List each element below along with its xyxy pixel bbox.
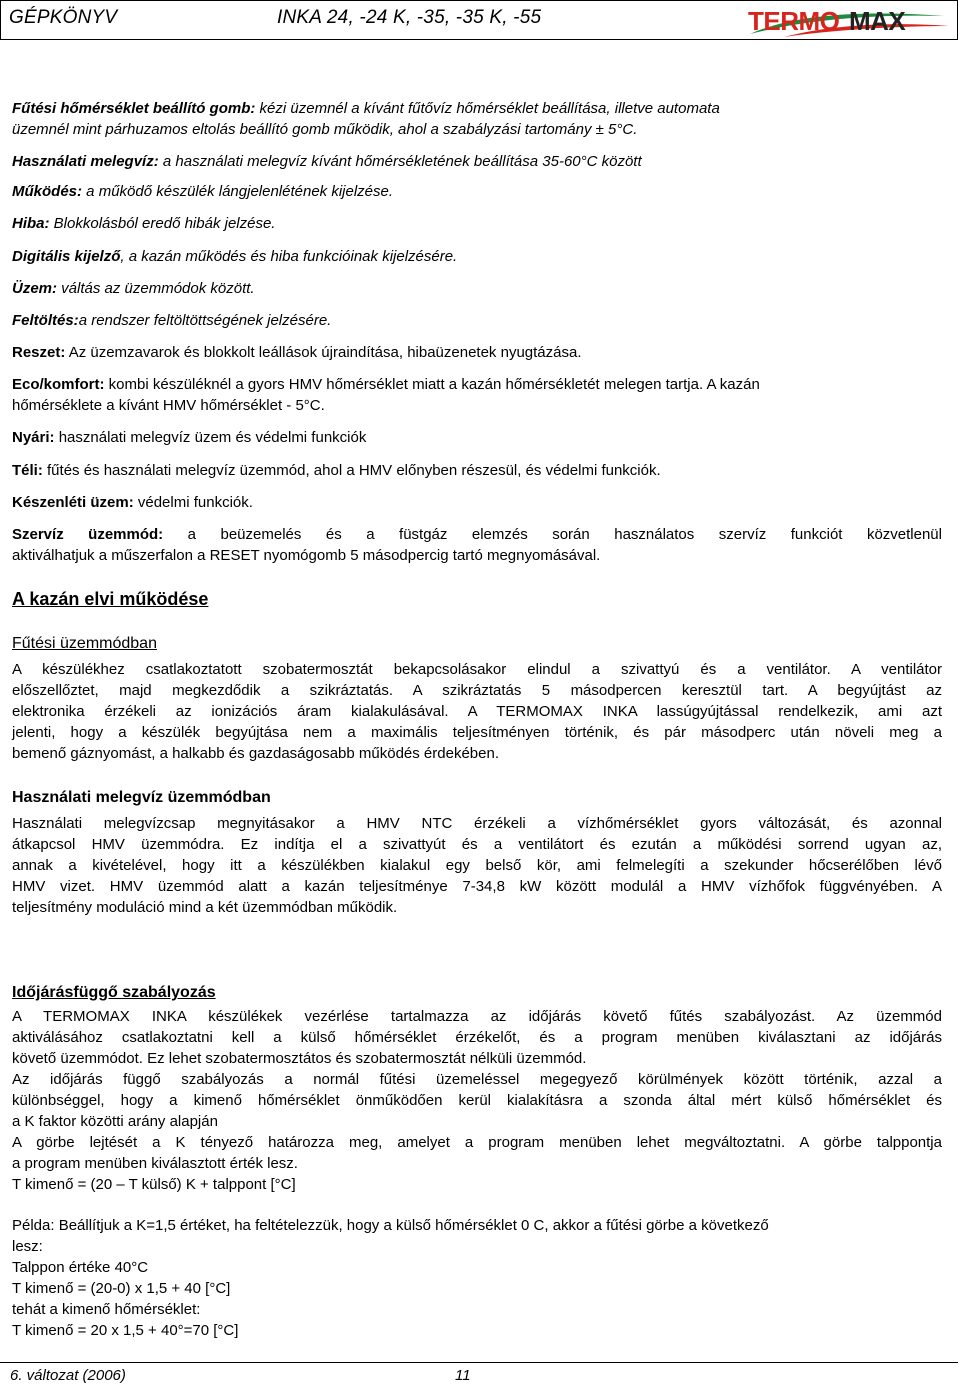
example-line: lesz: bbox=[12, 1238, 43, 1255]
svg-text:TERMO: TERMO bbox=[748, 6, 840, 36]
weather-line: a program menüben kiválasztott érték lesz. bbox=[12, 1155, 298, 1172]
weather-line: A görbe lejtését a K tényező határozza meg, amelyet a program menüben lehet megváltoztatni. A görbe talppontja bbox=[12, 1134, 942, 1151]
line-heating-knob-2: üzemnél mint párhuzamos eltolás beállító gomb működik, ahol a szabályzási tartomány ± 5°C. bbox=[12, 121, 638, 138]
line-mode: Üzem: váltás az üzemmódok között. bbox=[12, 280, 255, 297]
formula: T kimenő = (20 – T külső) K + talppont [°C] bbox=[12, 1176, 296, 1193]
weather-line: aktiválásához csatlakoztatni kell a külső hőmérséklet érzékelőt, és a program menüben kiválasztani az időjárás bbox=[12, 1029, 942, 1046]
line-error: Hiba: Blokkolásból eredő hibák jelzése. bbox=[12, 215, 276, 232]
line-heating-knob-1: Fűtési hőmérséklet beállító gomb: kézi üzemnél a kívánt fűtővíz hőmérséklet beállítása, illetve automata bbox=[12, 100, 720, 117]
svg-text:MAX: MAX bbox=[849, 6, 906, 36]
model-title: INKA 24, -24 K, -35, -35 K, -55 bbox=[277, 7, 542, 28]
termomax-logo bbox=[744, 4, 949, 38]
dhw-line: átkapcsol HMV üzemmódra. Ez indítja el a szivattyút és a ventilátort és ezután a működési sorrend ugyan az, bbox=[12, 836, 942, 853]
dhw-mode-title: Használati melegvíz üzemmódban bbox=[12, 789, 271, 806]
page-header bbox=[0, 0, 958, 40]
heating-mode-title: Fűtési üzemmódban bbox=[12, 635, 157, 652]
example-line: Példa: Beállítjuk a K=1,5 értéket, ha feltételezzük, hogy a külső hőmérséklet 0 C, akkor a fűtési görbe a következő bbox=[12, 1217, 769, 1234]
line-reset: Reszet: Az üzemzavarok és blokkolt leállások újraindítása, hibaüzenetek nyugtázása. bbox=[12, 344, 582, 361]
section-title: A kazán elvi működése bbox=[12, 589, 209, 609]
line-summer: Nyári: használati melegvíz üzem és védelmi funkciók bbox=[12, 429, 367, 446]
heating-line: bemenő gáznyomást, a halkabb és gazdaságosabb működés érdekében. bbox=[12, 745, 499, 762]
line-filling: Feltöltés:a rendszer feltöltöttségének jelzésére. bbox=[12, 312, 332, 329]
example-line: T kimenő = 20 x 1,5 + 40°=70 [°C] bbox=[12, 1322, 239, 1339]
weather-line: a K faktor közötti arány alapján bbox=[12, 1113, 218, 1130]
line-eco-1: Eco/komfort: kombi készüléknél a gyors HMV hőmérséklet miatt a kazán hőmérsékletét melegen tartja. A kazán bbox=[12, 376, 760, 393]
line-operation: Működés: a működő készülék lángjelenlétének kijelzése. bbox=[12, 183, 394, 200]
heating-line: A készülékhez csatlakoztatott szobatermosztát bekapcsolásakor elindul a szivattyú és a ventilátor. A ventilátor bbox=[12, 661, 942, 678]
dhw-line: HMV vizet. HMV üzemmód alatt a kazán teljesítménye 7-34,8 kW között modulál a HMV vízhőfok függvényében. A bbox=[12, 878, 942, 895]
line-standby: Készenléti üzem: védelmi funkciók. bbox=[12, 494, 253, 511]
example-line: T kimenő = (20-0) x 1,5 + 40 [°C] bbox=[12, 1280, 231, 1297]
weather-line: különbséggel, hogy a kimenő hőmérséklet önműködően kerül kialakításra a szonda által mért külső hőmérséklet és bbox=[12, 1092, 942, 1109]
dhw-line: annak a kivételével, hogy itt a készülékben kialakul egy belső kör, ami felmelegíti a szekunder hőcserélőben lévő bbox=[12, 857, 942, 874]
line-eco-2: hőmérséklete a kívánt HMV hőmérséklet - 5°C. bbox=[12, 397, 325, 414]
line-display: Digitális kijelző, a kazán működés és hiba funkcióinak kijelzésére. bbox=[12, 248, 458, 265]
weather-line: Az időjárás függő szabályozás a normál fűtési üzemeléssel megegyező körülmények között történik, azzal a bbox=[12, 1071, 942, 1088]
heating-line: elektronika érzékeli az ionizációs áram kialakulásával. A TERMOMAX INKA lassúgyújtással rendelkezik, ami azt bbox=[12, 703, 942, 720]
weather-line: követő üzemmódot. Ez lehet szobatermosztátos és szobatermosztát nélküli üzemmód. bbox=[12, 1050, 587, 1067]
weather-line: A TERMOMAX INKA készülékek vezérlése tartalmazza az időjárás követő fűtés szabályozást. Az üzemmód bbox=[12, 1008, 942, 1025]
heating-line: előszellőztet, majd megkezdődik a szikráztatás. A szikráztatás 5 másodpercen keresztül tart. A begyújtást az bbox=[12, 682, 942, 699]
dhw-line: Használati melegvízcsap megnyitásakor a HMV NTC érzékeli a vízhőmérséklet gyors változását, és azonnal bbox=[12, 815, 942, 832]
example-line: Talppon értéke 40°C bbox=[12, 1259, 149, 1276]
dhw-line: teljesítmény moduláció mind a két üzemmódban működik. bbox=[12, 899, 398, 916]
footer-divider bbox=[0, 1362, 958, 1363]
line-dhw-knob: Használati melegvíz: a használati melegvíz kívánt hőmérsékletének beállítása 35-60°C között bbox=[12, 153, 642, 170]
example-line: tehát a kimenő hőmérséklet: bbox=[12, 1301, 201, 1318]
manual-label: GÉPKÖNYV bbox=[9, 7, 118, 28]
heating-line: jelenti, hogy a készülék begyújtása nem a maximális teljesítményen történik, és pár másodperc után növeli meg a bbox=[12, 724, 942, 741]
weather-title: Időjárásfüggő szabályozás bbox=[12, 984, 216, 1001]
version-label: 6. változat (2006) bbox=[10, 1367, 126, 1384]
page-number: 11 bbox=[455, 1367, 471, 1384]
line-service-2: aktiválhatjuk a műszerfalon a RESET nyomógomb 5 másodpercig tartó megnyomásával. bbox=[12, 547, 601, 564]
line-winter: Téli: fűtés és használati melegvíz üzemmód, ahol a HMV előnyben részesül, és védelmi funkciók. bbox=[12, 462, 661, 479]
line-service-1: Szervíz üzemmód: a beüzemelés és a füstgáz elemzés során használatos szervíz funkciót közvetlenül bbox=[12, 526, 942, 543]
